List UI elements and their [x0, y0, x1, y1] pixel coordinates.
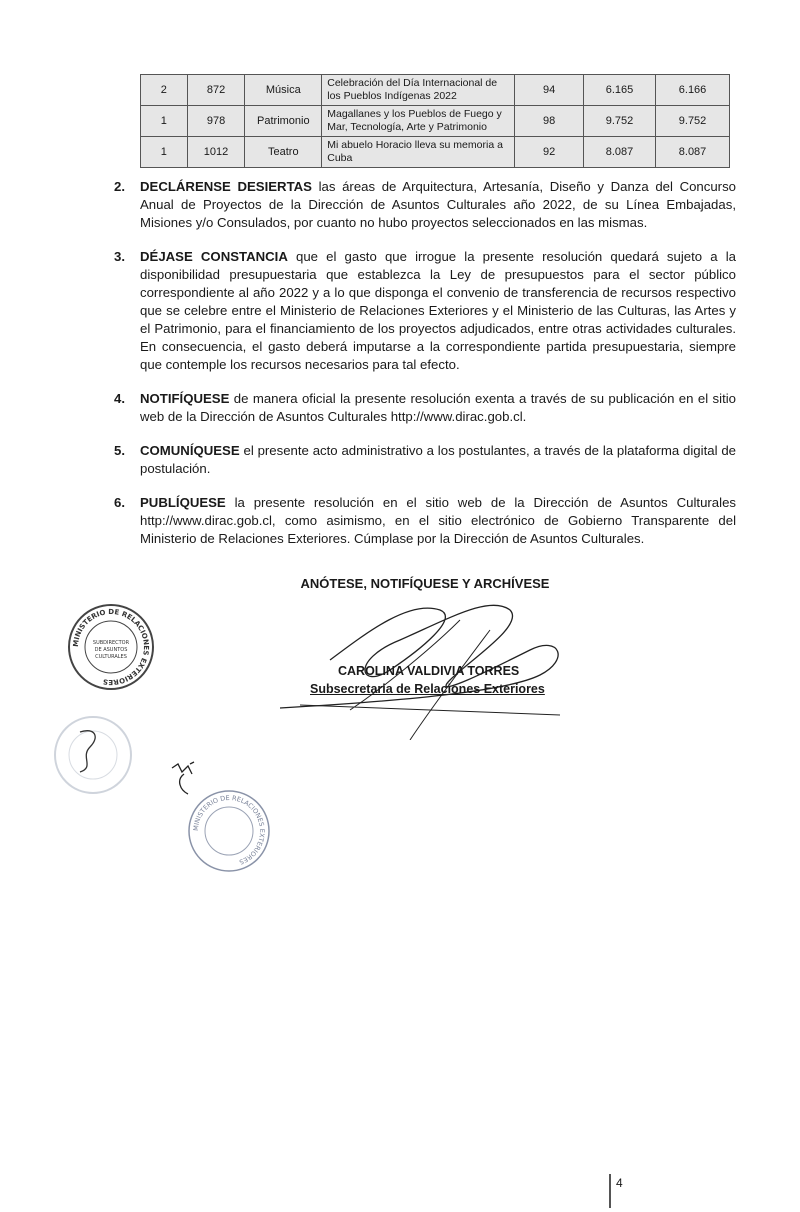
article-lead: DÉJASE CONSTANCIA [140, 249, 288, 264]
article-text [140, 390, 736, 426]
signatory-title: Subsecretaria de Relaciones Exteriores [310, 682, 545, 696]
table-cell-area: Patrimonio [245, 106, 322, 137]
table-cell-score: 92 [515, 137, 584, 168]
article-body: las áreas de Arquitectura, Artesanía, Diseño y Danza del Concurso Anual de Proyectos de la Dirección de Asuntos Culturales año 2022, de su Línea Embajadas, Misiones y/o Consulados, por cuanto no hubo proyectos seleccionados en las mismas. [140, 179, 737, 230]
article-body: la presente resolución en el sitio web de la Dirección de Asuntos Culturales http://www.dirac.gob.cl, como asimismo, en el sitio electrónico de Gobierno Transparente del Ministerio de Relaciones Exteriores. Cúmplase por la Dirección de Asuntos Culturales. [140, 495, 736, 546]
article-number: 5. [114, 443, 125, 458]
article-body: que el gasto que irrogue la presente resolución quedará sujeto a la disponibilidad presupuestaria que establezca la Ley de presupuestos para el sector público correspondiente al año 2022 y a lo que disponga el convenio de transferencia de recursos respectivo que se celebre entre el Ministerio de Relaciones Exteriores y el Ministerio de las Culturas, las Artes y el Patrimonio, para el financiamiento de los proyectos adjudicados, entre otras actividades culturales. En consecuencia, el gasto deberá imputarse a la correspondiente partida presupuestaria, siempre que contemple los recursos necesarios para tal efecto. [140, 249, 736, 372]
article-6 [114, 494, 736, 548]
article-text [140, 494, 736, 548]
table-cell-amount2: 8.087 [656, 137, 730, 168]
article-lead: COMUNÍQUESE [140, 443, 240, 458]
article-number: 6. [114, 495, 125, 510]
article-3 [114, 248, 736, 374]
table-cell-id: 978 [187, 106, 245, 137]
signatory-name: CAROLINA VALDIVIA TORRES [338, 664, 520, 678]
table-cell-project: Celebración del Día Internacional de los Pueblos Indígenas 2022 [322, 75, 515, 106]
svg-text:CULTURALES: CULTURALES [95, 654, 127, 660]
table-cell-n: 1 [141, 106, 188, 137]
article-lead: NOTIFÍQUESE [140, 391, 230, 406]
table-cell-amount2: 9.752 [656, 106, 730, 137]
article-2 [114, 178, 736, 232]
ministry-stamp-seal [66, 602, 156, 692]
table-cell-project: Mi abuelo Horacio lleva su memoria a Cuba [322, 137, 515, 168]
page-number-bar [609, 1174, 611, 1208]
article-lead: DECLÁRENSE DESIERTAS [140, 179, 312, 194]
table-cell-id: 872 [187, 75, 245, 106]
article-number: 3. [114, 249, 125, 264]
faint-stamp-seal [50, 712, 136, 798]
article-body: el presente acto administrativo a los postulantes, a través de la plataforma digital de postulación. [140, 443, 736, 476]
table-row [141, 106, 730, 137]
table-cell-score: 98 [515, 106, 584, 137]
table-cell-amount1: 6.165 [583, 75, 655, 106]
table-cell-n: 1 [141, 137, 188, 168]
table-cell-area: Teatro [245, 137, 322, 168]
table-cell-amount1: 8.087 [583, 137, 655, 168]
svg-text:MINISTERIO DE RELACIONES EXTER: MINISTERIO DE RELACIONES EXTERIORES [191, 793, 267, 867]
article-text [140, 178, 736, 232]
article-body: de manera oficial la presente resolución exenta a través de su publicación en el sitio web de la Dirección de Asuntos Culturales http://www.dirac.gob.cl. [140, 391, 736, 424]
article-lead: PUBLÍQUESE [140, 495, 226, 510]
table-cell-amount2: 6.166 [656, 75, 730, 106]
table-cell-n: 2 [141, 75, 188, 106]
article-text [140, 248, 736, 374]
svg-text:SUBDIRECTOR: SUBDIRECTOR [92, 640, 130, 646]
table-row [141, 137, 730, 168]
table-cell-score: 94 [515, 75, 584, 106]
awarded-projects-table [140, 74, 730, 168]
article-text [140, 442, 736, 478]
resolution-articles [114, 178, 736, 564]
article-number: 4. [114, 391, 125, 406]
svg-text:MINISTERIO DE RELACIONES EXTER: MINISTERIO DE RELACIONES EXTERIORES [71, 607, 151, 687]
article-number: 2. [114, 179, 125, 194]
svg-text:DE ASUNTOS: DE ASUNTOS [94, 647, 128, 653]
table-cell-project: Magallanes y los Pueblos de Fuego y Mar, Tecnología, Arte y Patrimonio [322, 106, 515, 137]
table-cell-id: 1012 [187, 137, 245, 168]
table-cell-area: Música [245, 75, 322, 106]
table-row [141, 75, 730, 106]
table-cell-amount1: 9.752 [583, 106, 655, 137]
ministry-stamp-seal-2 [184, 786, 274, 876]
article-5 [114, 442, 736, 478]
page-number: 4 [616, 1176, 623, 1190]
article-4 [114, 390, 736, 426]
closing-formula: ANÓTESE, NOTIFÍQUESE Y ARCHÍVESE [300, 576, 550, 591]
